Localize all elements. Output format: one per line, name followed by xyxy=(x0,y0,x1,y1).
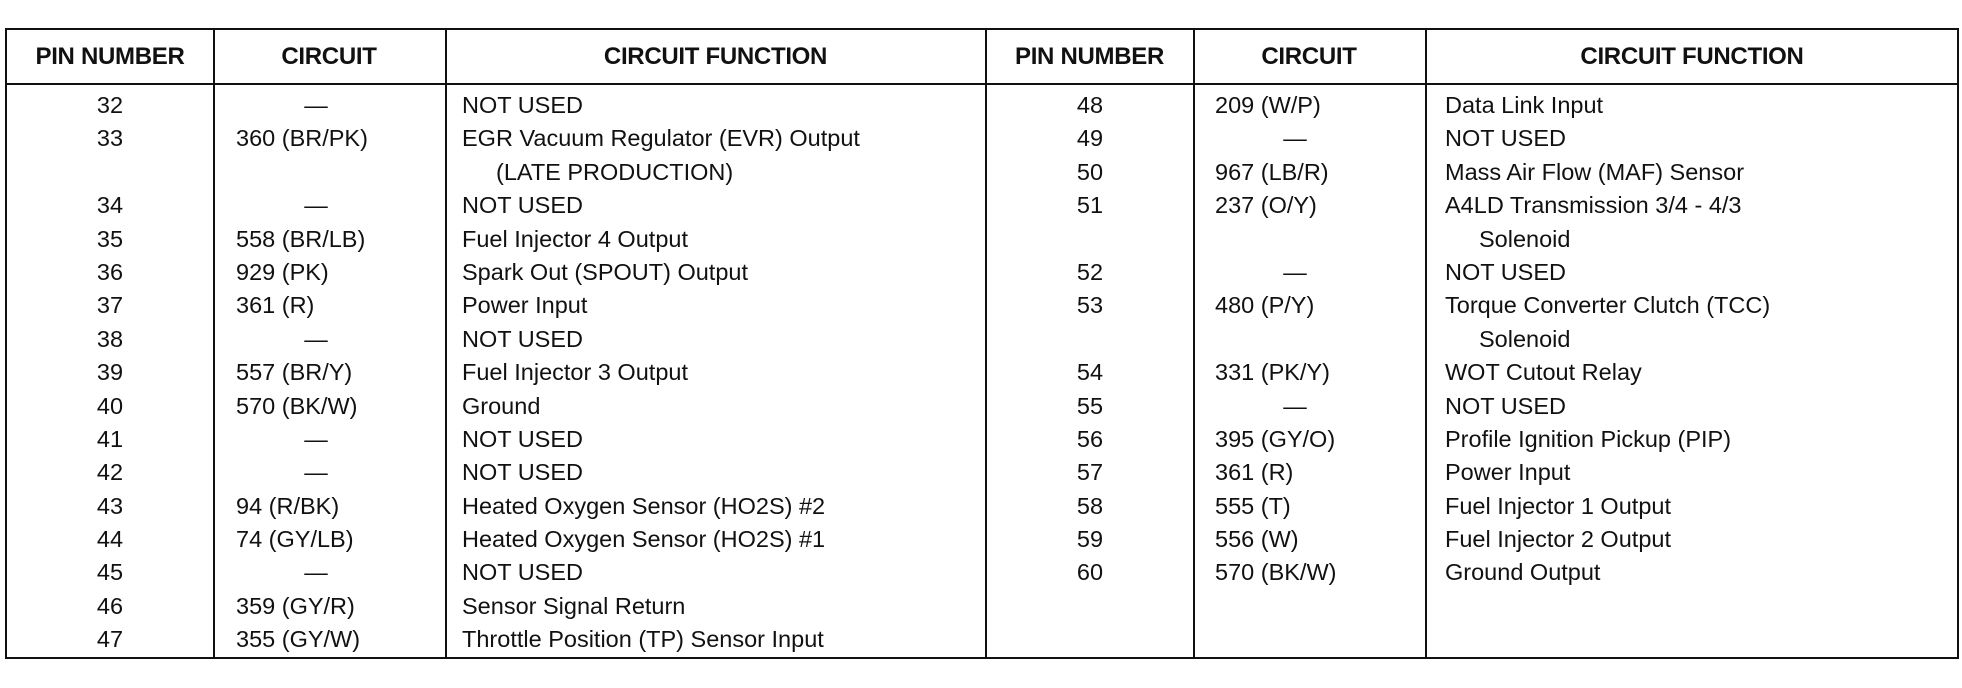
pin-number: 49 xyxy=(1076,125,1104,152)
circuit-function: A4LD Transmission 3/4 - 4/3 xyxy=(1445,192,1742,219)
circuit-function: Ground Output xyxy=(1445,559,1601,586)
right-function-column xyxy=(1445,89,1950,590)
circuit-code: 395 (GY/O) xyxy=(1215,425,1336,452)
circuit-code: — xyxy=(304,192,328,219)
pin-number xyxy=(1045,223,1135,256)
circuit-code: 558 (BR/LB) xyxy=(236,225,366,252)
pin-number: 38 xyxy=(96,325,124,352)
header-circuit-right: CIRCUIT xyxy=(1261,42,1357,70)
circuit-code: 361 (R) xyxy=(1215,459,1294,486)
circuit-code: 74 (GY/LB) xyxy=(236,526,354,553)
circuit-function: Power Input xyxy=(462,292,588,319)
circuit-function: Mass Air Flow (MAF) Sensor xyxy=(1445,158,1745,185)
pin-number: 56 xyxy=(1076,425,1104,452)
right-circuit-column xyxy=(1215,89,1415,590)
pin-number: 39 xyxy=(96,359,124,386)
circuit-function: Profile Ignition Pickup (PIP) xyxy=(1445,425,1732,452)
pin-number xyxy=(65,156,155,189)
pin-number: 32 xyxy=(96,92,124,118)
circuit-function: Sensor Signal Return xyxy=(462,592,686,619)
column-divider xyxy=(1425,30,1427,657)
circuit-function: NOT USED xyxy=(462,559,583,586)
circuit-function: NOT USED xyxy=(1445,125,1566,152)
circuit-function: (LATE PRODUCTION) xyxy=(496,158,734,185)
pin-number: 51 xyxy=(1076,192,1104,219)
header-pin-number-left: PIN NUMBER xyxy=(35,42,185,70)
pin-number: 36 xyxy=(96,258,124,285)
pin-number: 35 xyxy=(96,225,124,252)
circuit-code: 929 (PK) xyxy=(236,258,329,285)
circuit-function: Throttle Position (TP) Sensor Input xyxy=(462,626,824,653)
circuit-function: Heated Oxygen Sensor (HO2S) #1 xyxy=(462,526,826,553)
circuit-function: NOT USED xyxy=(1445,258,1566,285)
circuit-function: NOT USED xyxy=(462,425,583,452)
circuit-code: 557 (BR/Y) xyxy=(236,359,353,386)
circuit-code: 555 (T) xyxy=(1215,492,1291,519)
pin-number: 45 xyxy=(96,559,124,586)
circuit-function: NOT USED xyxy=(462,459,583,486)
circuit-code: 359 (GY/R) xyxy=(236,592,355,619)
header-circuit-function-left: CIRCUIT FUNCTION xyxy=(603,42,828,70)
column-divider xyxy=(445,30,447,657)
circuit-function: NOT USED xyxy=(462,192,583,219)
column-divider xyxy=(1193,30,1195,657)
pin-number: 37 xyxy=(96,292,124,319)
circuit-function: NOT USED xyxy=(462,92,583,118)
circuit-code: — xyxy=(304,425,328,452)
circuit-code: — xyxy=(304,459,328,486)
pin-number: 52 xyxy=(1076,258,1104,285)
circuit-code: 94 (R/BK) xyxy=(236,492,340,519)
circuit-code xyxy=(1215,223,1415,256)
circuit-code: 331 (PK/Y) xyxy=(1215,359,1330,386)
pin-number: 43 xyxy=(96,492,124,519)
circuit-code: — xyxy=(1283,125,1307,152)
circuit-function: EGR Vacuum Regulator (EVR) Output xyxy=(462,125,860,152)
circuit-code: — xyxy=(1283,258,1307,285)
center-divider xyxy=(985,30,987,657)
pin-number: 40 xyxy=(96,392,124,419)
pin-number: 57 xyxy=(1076,459,1104,486)
circuit-function: Heated Oxygen Sensor (HO2S) #2 xyxy=(462,492,826,519)
circuit-function: Power Input xyxy=(1445,459,1571,486)
circuit-function: Data Link Input xyxy=(1445,92,1604,118)
circuit-function: Fuel Injector 4 Output xyxy=(462,225,688,252)
circuit-code: 480 (P/Y) xyxy=(1215,292,1315,319)
circuit-code: 355 (GY/W) xyxy=(236,626,361,653)
circuit-function: Spark Out (SPOUT) Output xyxy=(462,258,749,285)
right-pin-column xyxy=(1045,89,1135,590)
circuit-function: NOT USED xyxy=(1445,392,1566,419)
circuit-function: Torque Converter Clutch (TCC) xyxy=(1445,292,1771,319)
circuit-function: Fuel Injector 3 Output xyxy=(462,359,688,386)
circuit-function: Solenoid xyxy=(1479,225,1571,252)
circuit-code: 570 (BK/W) xyxy=(1215,559,1337,586)
circuit-function: WOT Cutout Relay xyxy=(1445,359,1642,386)
left-circuit-column xyxy=(236,89,436,657)
table-header-row xyxy=(7,30,1957,85)
pin-number: 33 xyxy=(96,125,124,152)
circuit-code: 556 (W) xyxy=(1215,526,1299,553)
pin-number: 54 xyxy=(1076,359,1104,386)
circuit-code: 360 (BR/PK) xyxy=(236,125,368,152)
pin-number: 60 xyxy=(1076,559,1104,586)
pin-number: 55 xyxy=(1076,392,1104,419)
circuit-code: — xyxy=(304,559,328,586)
pin-number: 47 xyxy=(96,626,124,653)
pin-number: 53 xyxy=(1076,292,1104,319)
circuit-function: Fuel Injector 2 Output xyxy=(1445,526,1671,553)
pin-number: 48 xyxy=(1076,92,1104,118)
circuit-function: Solenoid xyxy=(1479,325,1571,352)
header-circuit-left: CIRCUIT xyxy=(281,42,377,70)
left-pin-column xyxy=(65,89,155,657)
circuit-code: — xyxy=(1283,392,1307,419)
circuit-code: 570 (BK/W) xyxy=(236,392,358,419)
circuit-code: — xyxy=(304,325,328,352)
circuit-function: Fuel Injector 1 Output xyxy=(1445,492,1671,519)
circuit-function: Ground xyxy=(462,392,541,419)
circuit-function: NOT USED xyxy=(462,325,583,352)
circuit-code: — xyxy=(304,92,328,118)
pin-number: 42 xyxy=(96,459,124,486)
circuit-code xyxy=(236,156,436,189)
circuit-code: 237 (O/Y) xyxy=(1215,192,1317,219)
pin-circuit-table xyxy=(5,28,1959,659)
pin-number: 46 xyxy=(96,592,124,619)
pin-number: 58 xyxy=(1076,492,1104,519)
circuit-code: 209 (W/P) xyxy=(1215,92,1321,118)
pin-number: 59 xyxy=(1076,526,1104,553)
header-pin-number-right: PIN NUMBER xyxy=(1014,42,1164,70)
pin-number: 41 xyxy=(96,425,124,452)
column-divider xyxy=(213,30,215,657)
circuit-code xyxy=(1215,323,1415,356)
circuit-code: 967 (LB/R) xyxy=(1215,158,1329,185)
pin-number xyxy=(1045,323,1135,356)
left-function-column xyxy=(462,89,977,657)
pin-number: 50 xyxy=(1076,158,1104,185)
header-circuit-function-right: CIRCUIT FUNCTION xyxy=(1580,42,1804,70)
pin-number: 34 xyxy=(96,192,124,219)
pin-number: 44 xyxy=(96,526,124,553)
circuit-code: 361 (R) xyxy=(236,292,315,319)
